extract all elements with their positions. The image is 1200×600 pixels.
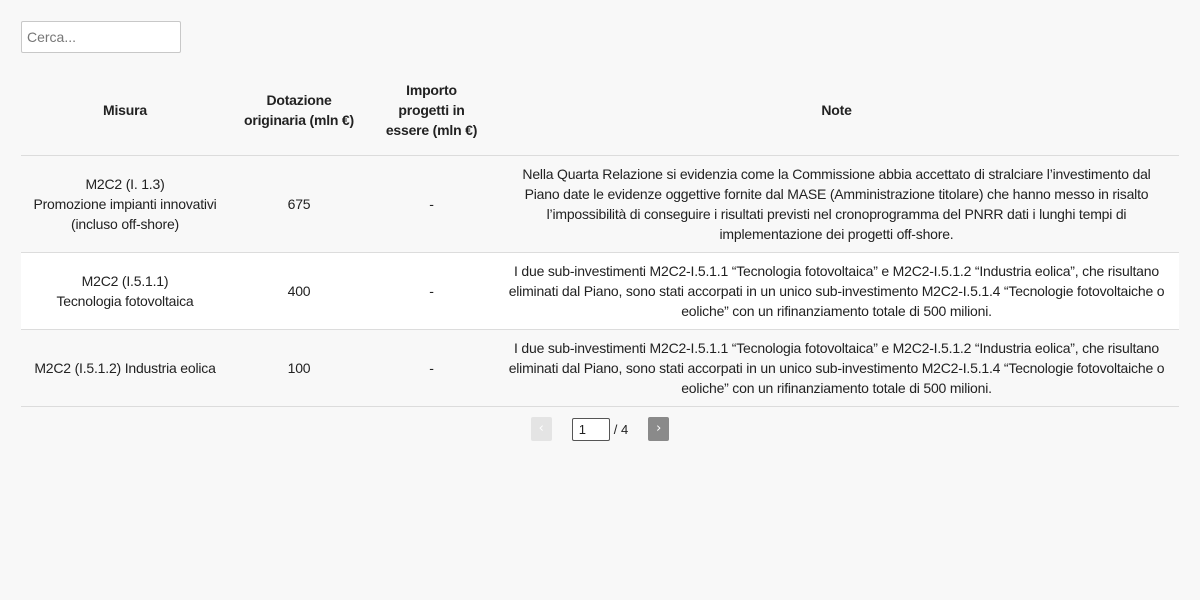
pagination [21,417,1179,441]
search-input[interactable] [21,21,181,53]
cell-importo: - [369,253,494,330]
cell-dotazione: 100 [229,330,369,407]
column-header-dotazione[interactable]: Dotazione originaria (mln €) [229,65,369,156]
column-header-importo[interactable]: Importo progetti in essere (mln €) [369,65,494,156]
measure-code: M2C2 (I. 1.3) [85,176,165,192]
column-header-note[interactable]: Note [494,65,1179,156]
table-body [21,156,1179,407]
cell-note: I due sub-investimenti M2C2-I.5.1.1 “Tecnologia fotovoltaica” e M2C2-I.5.1.2 “Industria eolica”, che risultano eliminati dal Piano, sono stati accorpati in un unico sub-investimento M2C2-I.5.1.4 “Tecnologie fotovoltaiche o eoliche” con un rifinanziamento totale di 500 milioni. [494,253,1179,330]
table-row [21,330,1179,407]
next-page-button[interactable]: › [648,417,669,441]
table-row [21,253,1179,330]
measure-description: Promozione impianti innovativi (incluso off-shore) [33,196,217,232]
table-row [21,156,1179,253]
column-header-misura[interactable]: Misura [21,65,229,156]
cell-note: I due sub-investimenti M2C2-I.5.1.1 “Tecnologia fotovoltaica” e M2C2-I.5.1.2 “Industria eolica”, che risultano eliminati dal Piano, sono stati accorpati in un unico sub-investimento M2C2-I.5.1.4 “Tecnologie fotovoltaiche o eoliche” con un rifinanziamento totale di 500 milioni. [494,330,1179,407]
cell-importo: - [369,156,494,253]
measure-code: M2C2 (I.5.1.1) [81,273,169,289]
previous-page-button[interactable]: ‹ [531,417,552,441]
cell-note: Nella Quarta Relazione si evidenzia come la Commissione abbia accettato di stralciare l’investimento dal Piano date le evidenze oggettive fornite dal MASE (Amministrazione titolare) che hanno messo in risalto l’impossibilità di conseguire i risultati previsti nel cronoprogramma del PNRR dati i lunghi tempi di implementazione dei progetti off-shore. [494,156,1179,253]
data-table [21,65,1179,407]
measure-description: Tecnologia fotovoltaica [56,293,194,309]
cell-misura [21,253,229,330]
page-number-input[interactable] [572,418,610,441]
cell-importo: - [369,330,494,407]
cell-dotazione: 675 [229,156,369,253]
cell-misura [21,330,229,407]
page-total-label: / 4 [613,421,629,437]
cell-misura [21,156,229,253]
table-widget [21,21,1179,441]
cell-dotazione: 400 [229,253,369,330]
measure-code: M2C2 (I.5.1.2) Industria eolica [34,360,216,376]
table-header [21,65,1179,156]
